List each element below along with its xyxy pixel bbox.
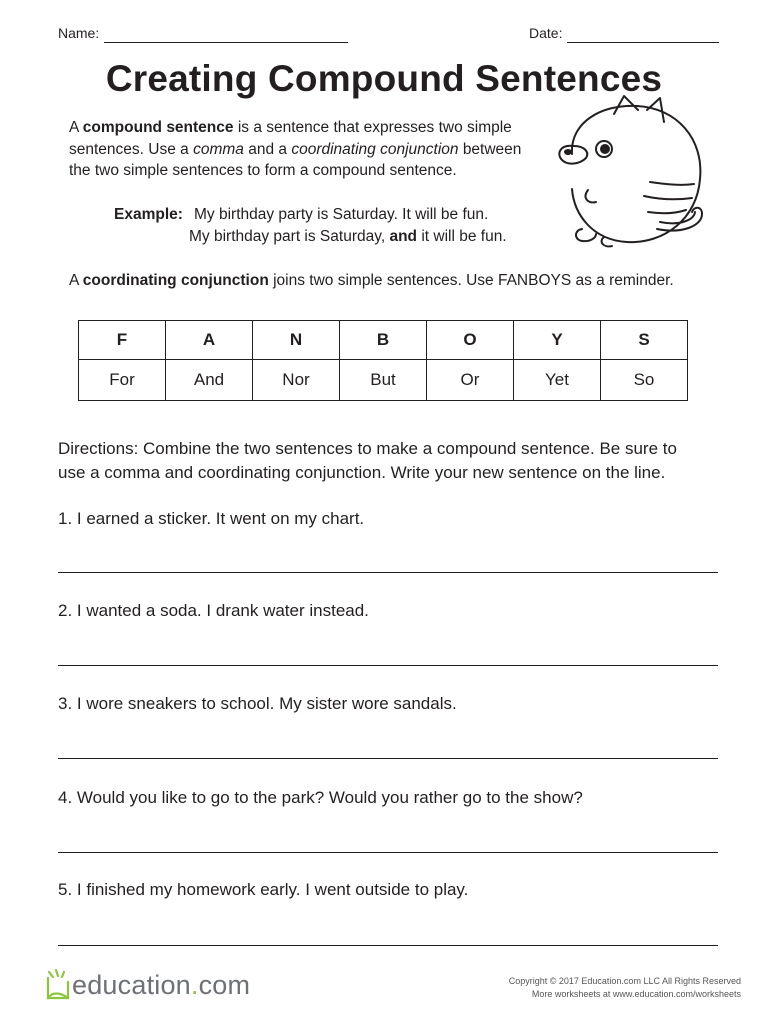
copyright: Copyright © 2017 Education.com LLC All Rights Reserved More worksheets at www.education.com/worksheets (508, 976, 741, 999)
table-cell: A (166, 321, 253, 360)
date-line[interactable] (567, 28, 719, 43)
question-1: 1. I earned a sticker. It went on my chart. (58, 509, 365, 528)
directions: Directions: Combine the two sentences to make a compound sentence. Be sure to use a comma and coordinating conjunction. Write your new sentence on the line. (58, 439, 677, 482)
answer-line-5[interactable] (58, 944, 718, 946)
example-line-1: My birthday party is Saturday. It will be fun. (194, 206, 489, 223)
table-cell: O (427, 321, 514, 360)
more-worksheets-link[interactable]: More worksheets at www.education.com/worksheets (531, 989, 741, 999)
answer-line-1[interactable] (58, 571, 718, 573)
fanboys-words-row (79, 360, 688, 401)
table-cell: So (601, 360, 688, 401)
cat-illustration (552, 94, 712, 256)
table-cell: But (340, 360, 427, 401)
table-cell: Nor (253, 360, 340, 401)
example-label: Example: (114, 206, 183, 223)
table-cell: F (79, 321, 166, 360)
question-2: 2. I wanted a soda. I drank water instead. (58, 601, 369, 620)
conjunction-definition: A coordinating conjunction joins two simple sentences. Use FANBOYS as a reminder. (69, 272, 674, 289)
fanboys-letters-row (79, 321, 688, 360)
example-line-2: My birthday part is Saturday, and it will be fun. (189, 228, 507, 245)
fanboys-table (78, 320, 688, 401)
page-title: Creating Compound Sentences (105, 58, 663, 99)
table-cell: And (166, 360, 253, 401)
education-logo[interactable]: education.com (72, 970, 251, 1000)
table-cell: Y (514, 321, 601, 360)
name-line[interactable] (104, 28, 348, 43)
table-cell: Or (427, 360, 514, 401)
table-cell: For (79, 360, 166, 401)
table-cell: Yet (514, 360, 601, 401)
question-3: 3. I wore sneakers to school. My sister wore sandals. (58, 694, 457, 713)
intro-paragraph: A compound sentence is a sentence that expresses two simple sentences. Use a comma and a coordinating conjunction between the two simple sentences to form a compound sentence. (69, 119, 522, 179)
date-label: Date: (529, 25, 563, 41)
table-cell: S (601, 321, 688, 360)
name-label: Name: (58, 25, 100, 41)
table-cell: N (253, 321, 340, 360)
term-compound-sentence: compound sentence (82, 119, 234, 136)
table-cell: B (340, 321, 427, 360)
question-4: 4. Would you like to go to the park? Would you rather go to the show? (58, 788, 583, 807)
answer-line-3[interactable] (58, 757, 718, 759)
book-icon (42, 968, 72, 1002)
question-5: 5. I finished my homework early. I went outside to play. (58, 880, 469, 899)
answer-line-2[interactable] (58, 664, 718, 666)
answer-line-4[interactable] (58, 851, 718, 853)
